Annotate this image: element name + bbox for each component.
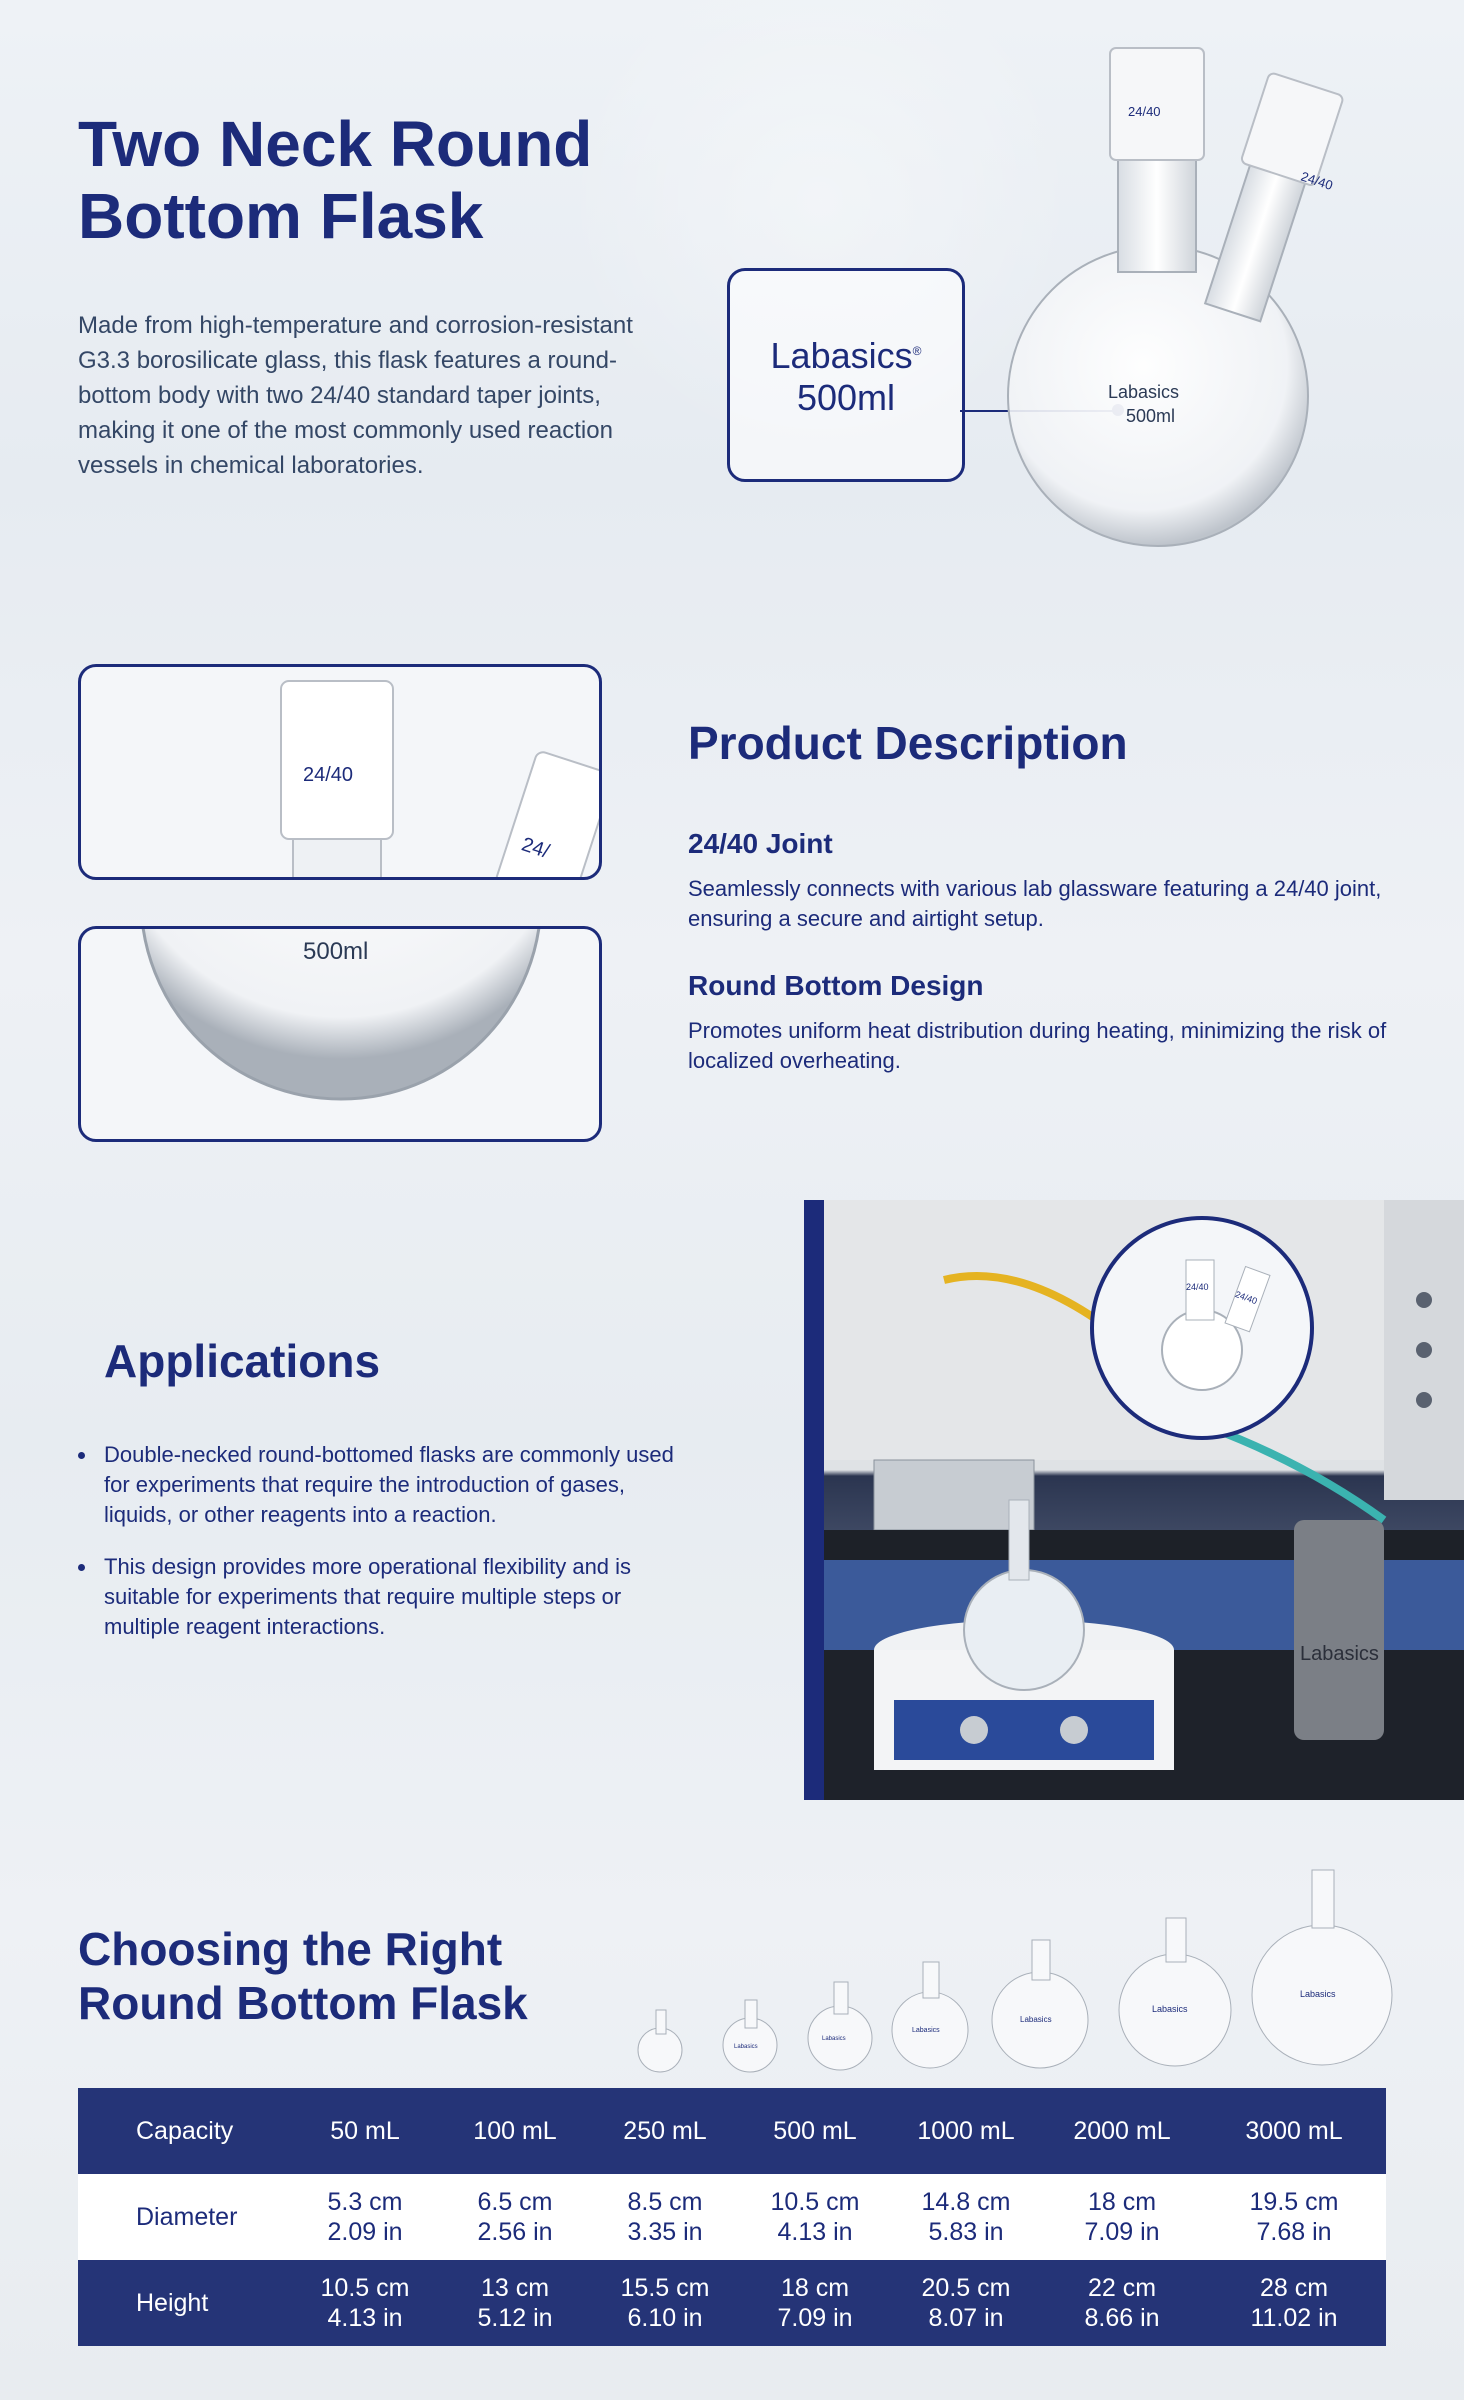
height-header: Height [78, 2260, 290, 2346]
flask-100ml [723, 2000, 777, 2072]
diameter-cell [740, 2174, 890, 2260]
diameter-in: 7.68 in [1256, 2218, 1332, 2246]
wall-knob [1416, 1292, 1432, 1308]
side-neck-group [1196, 72, 1344, 324]
diameter-cm: 6.5 cm [477, 2188, 553, 2216]
height-cm: 18 cm [780, 2274, 850, 2302]
height-cell [440, 2260, 590, 2346]
height-cm: 28 cm [1259, 2274, 1329, 2302]
diameter-cm: 18 cm [1087, 2188, 1157, 2216]
diameter-in: 3.35 in [627, 2218, 703, 2246]
flask-in-setup [964, 1570, 1084, 1690]
joint-detail-box [78, 664, 602, 880]
wall-knob [1416, 1392, 1432, 1408]
diameter-header: Diameter [78, 2174, 290, 2260]
table-row-capacity [78, 2088, 1386, 2174]
control-knob [1060, 1716, 1088, 1744]
applications-list [78, 1440, 698, 1664]
flask-main-neck [1118, 160, 1196, 272]
joint-closeup-mark: 24/40 [303, 764, 354, 786]
feature-bottom-text: Promotes uniform heat distribution during heating, minimizing the risk of localized overheating. [688, 1018, 1387, 1073]
flask-250ml [808, 1982, 872, 2070]
capacity-cell: 2000 mL [1042, 2088, 1202, 2174]
flask-label-brand: Labasics [1108, 382, 1180, 402]
diameter-cm: 14.8 cm [921, 2188, 1011, 2216]
lab-scene-illustration [824, 1200, 1464, 1800]
table-row-height [78, 2260, 1386, 2346]
diameter-cell [890, 2174, 1042, 2260]
capacity-cell: 3000 mL [1202, 2088, 1386, 2174]
diameter-in: 5.83 in [928, 2218, 1004, 2246]
table-row-diameter [78, 2174, 1386, 2260]
mantle-control-panel [894, 1700, 1154, 1760]
inset-joint-mark-2: 24/40 [1233, 1289, 1259, 1307]
diameter-cell [1202, 2174, 1386, 2260]
bottom-closeup-volume: 500ml [303, 938, 369, 965]
choosing-section [0, 1800, 1464, 2400]
side-joint-closeup [495, 750, 599, 877]
capacity-cell: 500 mL [740, 2088, 890, 2174]
label-zoom-box [727, 268, 965, 482]
diameter-cell [440, 2174, 590, 2260]
feature-joint-text: Seamlessly connects with various lab glassware featuring a 24/40 joint, ensuring a secure and airtight setup. [688, 876, 1382, 931]
bottom-detail-illustration [81, 929, 599, 1139]
intro-text: Made from high-temperature and corrosion-resistant G3.3 borosilicate glass, this flask features a round-bottom body with two 24/40 standard taper joints, making it one of the most commonly used reaction vessels in chemical laboratories. [78, 312, 633, 479]
joint-mark-left: 24/40 [1128, 104, 1161, 119]
label-zoom-volume: 500ml [796, 377, 896, 418]
product-description-section [0, 600, 1464, 1200]
diameter-in: 2.09 in [327, 2218, 403, 2246]
flask-500ml [892, 1962, 968, 2068]
diameter-cell [290, 2174, 440, 2260]
joint-closeup [281, 681, 393, 839]
flask-1000ml [992, 1940, 1088, 2068]
bottom-detail-box [78, 926, 602, 1142]
capacity-cell: 1000 mL [890, 2088, 1042, 2174]
size-table-container [78, 2088, 1386, 2346]
registered-mark: ® [912, 344, 922, 358]
capacity-cell: 50 mL [290, 2088, 440, 2174]
height-cell [890, 2260, 1042, 2346]
application-item: This design provides more operational flexibility and is suitable for experiments that require multiple steps or multiple reagent interactions. [78, 1552, 698, 1642]
diameter-cm: 8.5 cm [627, 2188, 703, 2216]
application-item: Double-necked round-bottomed flasks are commonly used for experiments that require the introduction of gases, liquids, or other reagents into a reaction. [78, 1440, 698, 1530]
height-in: 5.12 in [477, 2304, 553, 2332]
applications-heading: Applications [104, 1335, 381, 1387]
wall-knob [1416, 1342, 1432, 1358]
height-in: 8.66 in [1084, 2304, 1160, 2332]
capacity-header: Capacity [78, 2088, 290, 2174]
height-in: 8.07 in [928, 2304, 1004, 2332]
flask-1000ml-label: Labasics [1020, 2015, 1052, 2024]
height-in: 6.10 in [627, 2304, 703, 2332]
label-zoom-brand-text: Labasics [770, 335, 913, 376]
height-cm: 22 cm [1087, 2274, 1157, 2302]
condenser-tube [1009, 1500, 1029, 1580]
side-joint-closeup-mark: 24/ [518, 833, 553, 863]
choosing-heading-line-1: Choosing the Right [78, 1923, 503, 1975]
two-neck-flask-illustration [960, 30, 1380, 560]
dewar-flask [1294, 1520, 1384, 1740]
capacity-cell: 250 mL [590, 2088, 740, 2174]
height-cell [1042, 2260, 1202, 2346]
lab-photo-scene [824, 1200, 1464, 1800]
label-zoom-brand [730, 335, 962, 377]
neck-closeup [293, 839, 381, 877]
joint-mark-right: 24/40 [1299, 168, 1335, 193]
diameter-in: 4.13 in [777, 2218, 853, 2246]
inset-joint-mark: 24/40 [1186, 1282, 1209, 1292]
height-in: 7.09 in [777, 2304, 853, 2332]
diameter-in: 2.56 in [477, 2218, 553, 2246]
diameter-cm: 10.5 cm [770, 2188, 860, 2216]
flask-size-lineup [600, 1840, 1460, 2080]
height-cm: 15.5 cm [620, 2274, 710, 2302]
lab-setup-photo [804, 1200, 1464, 1800]
height-cell [740, 2260, 890, 2346]
diameter-cell [590, 2174, 740, 2260]
applications-section [0, 1200, 1464, 1800]
title-line-2: Bottom Flask [78, 180, 484, 252]
choosing-heading [78, 1922, 528, 2030]
diameter-cell [1042, 2174, 1202, 2260]
height-cm: 20.5 cm [921, 2274, 1011, 2302]
height-cell [590, 2260, 740, 2346]
flask-100ml-label: Labasics [734, 2044, 758, 2050]
flask-250ml-label: Labasics [822, 2036, 846, 2042]
height-in: 11.02 in [1250, 2304, 1338, 2332]
title-line-1: Two Neck Round [78, 108, 593, 180]
capacity-cell: 100 mL [440, 2088, 590, 2174]
height-cm: 10.5 cm [320, 2274, 410, 2302]
flask-2000ml-label: Labasics [1152, 2004, 1188, 2014]
page-title [78, 108, 592, 252]
height-cell [1202, 2260, 1386, 2346]
description-heading: Product Description [688, 717, 1128, 769]
size-table [78, 2088, 1386, 2346]
flask-side-neck [1205, 161, 1307, 322]
height-in: 4.13 in [327, 2304, 403, 2332]
dewar-brand: Labasics [1300, 1643, 1379, 1665]
diameter-in: 7.09 in [1084, 2218, 1160, 2246]
flask-3000ml-label: Labasics [1300, 1989, 1336, 1999]
flask-3000ml [1252, 1870, 1392, 2065]
flask-50ml [638, 2010, 682, 2072]
hero-section [0, 0, 1464, 600]
feature-bottom-title: Round Bottom Design [688, 970, 984, 1001]
flask-2000ml [1119, 1918, 1231, 2066]
height-cm: 13 cm [480, 2274, 550, 2302]
diameter-cm: 5.3 cm [327, 2188, 403, 2216]
choosing-heading-line-2: Round Bottom Flask [78, 1977, 528, 2029]
height-cell [290, 2260, 440, 2346]
control-knob [960, 1716, 988, 1744]
diameter-cm: 19.5 cm [1249, 2188, 1339, 2216]
joint-detail-illustration [81, 667, 599, 877]
flask-label-volume: 500ml [1126, 406, 1176, 426]
feature-joint-title: 24/40 Joint [688, 828, 833, 859]
flask-500ml-label: Labasics [912, 2027, 940, 2034]
